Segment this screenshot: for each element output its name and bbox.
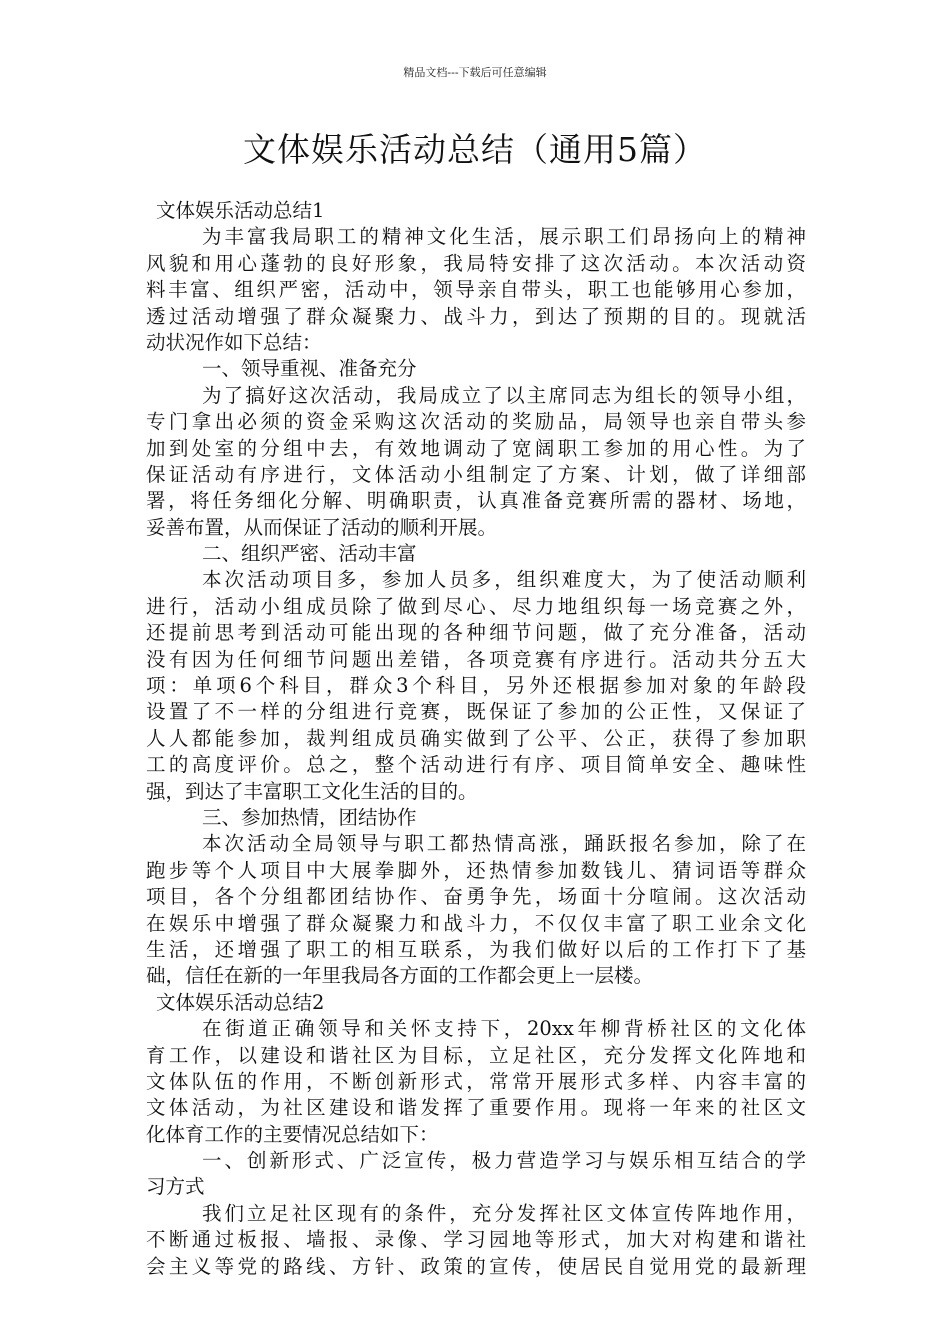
body-line: 文体娱乐活动总结1: [156, 199, 325, 222]
body-line: 一、领导重视、准备充分: [202, 357, 417, 381]
body-line: 二、组织严密、活动丰富: [202, 542, 417, 566]
body-line: 文体活动，为社区建设和谐发挥了重要作用。现将一年来的社区文: [146, 1096, 806, 1120]
body-line: 不断通过板报、墙报、录像、学习园地等形式，加大对构建和谐社: [146, 1228, 806, 1252]
body-line: 跑步等个人项目中大展拳脚外，还热情参加数钱儿、猜词语等群众: [146, 858, 806, 882]
body-line: 还提前思考到活动可能出现的各种细节问题，做了充分准备，活动: [146, 621, 806, 645]
document-body: [146, 198, 806, 1280]
body-line: 为了搞好这次活动，我局成立了以主席同志为组长的领导小组，: [202, 383, 806, 407]
body-line: 在娱乐中增强了群众凝聚力和战斗力，不仅仅丰富了职工业余文化: [146, 911, 806, 935]
body-line: 为丰富我局职工的精神文化生活，展示职工们昂扬向上的精神: [202, 225, 806, 249]
body-line: 没有因为任何细节问题出差错，各项竞赛有序进行。活动共分五大: [146, 647, 806, 671]
body-line: 人人都能参加，裁判组成员确实做到了公平、公正，获得了参加职: [146, 726, 806, 750]
body-line: 本次活动项目多，参加人员多，组织难度大，为了使活动顺利: [202, 568, 806, 592]
header-note: 精品文档---下载后可任意编辑: [403, 66, 547, 79]
body-line: 一、创新形式、广泛宣传，极力营造学习与娱乐相互结合的学: [202, 1149, 806, 1173]
body-line: 设置了不一样的分组进行竞赛，既保证了参加的公正性，又保证了: [146, 700, 806, 724]
body-line: 动状况作如下总结：: [146, 330, 322, 354]
body-line: 会主义等党的路线、方针、政策的宣传，使居民自觉用党的最新理: [146, 1254, 806, 1278]
body-line: 化体育工作的主要情况总结如下：: [146, 1122, 439, 1146]
body-line: 署，将任务细化分解、明确职责，认真准备竞赛所需的器材、场地，: [146, 489, 806, 513]
body-line: 生活，还增强了职工的相互联系，为我们做好以后的工作打下了基: [146, 937, 806, 961]
body-line: 保证活动有序进行，文体活动小组制定了方案、计划，做了详细部: [146, 462, 806, 486]
body-line: 文体娱乐活动总结2: [156, 990, 325, 1014]
body-line: 加到处室的分组中去，有效地调动了宽阔职工参加的用心性。为了: [146, 436, 806, 460]
body-line: 文体队伍的作用，不断创新形式，常常开展形式多样、内容丰富的: [146, 1069, 806, 1093]
body-line: 专门拿出必须的资金采购这次活动的奖励品，局领导也亲自带头参: [146, 410, 806, 434]
body-line: 工的高度评价。总之，整个活动进行有序、项目简单安全、趣味性: [146, 753, 806, 777]
body-line: 项：单项6个科目，群众3个科目，另外还根据参加对象的年龄段: [146, 674, 806, 698]
body-line: 透过活动增强了群众凝聚力、战斗力，到达了预期的目的。现就活: [146, 304, 806, 328]
document-title: 文体娱乐活动总结（通用5篇）: [243, 130, 707, 169]
body-line: 风貌和用心蓬勃的良好形象，我局特安排了这次活动。本次活动资: [146, 251, 806, 275]
body-line: 强，到达了丰富职工文化生活的目的。: [146, 779, 478, 803]
body-line: 育工作，以建设和谐社区为目标，立足社区，充分发挥文化阵地和: [146, 1043, 806, 1067]
body-line: 习方式: [146, 1175, 205, 1199]
body-line: 我们立足社区现有的条件，充分发挥社区文体宣传阵地作用，: [202, 1201, 806, 1225]
body-line: 本次活动全局领导与职工都热情高涨，踊跃报名参加，除了在: [202, 832, 806, 856]
body-line: 料丰富、组织严密，活动中，领导亲自带头，职工也能够用心参加，: [146, 278, 806, 302]
body-line: 妥善布置，从而保证了活动的顺利开展。: [146, 515, 498, 539]
body-line: 在街道正确领导和关怀支持下，20xx年柳背桥社区的文化体: [202, 1017, 806, 1041]
body-line: 三、参加热情，团结协作: [202, 805, 417, 829]
body-line: 础，信任在新的一年里我局各方面的工作都会更上一层楼。: [146, 964, 654, 988]
body-line: 项目，各个分组都团结协作、奋勇争先，场面十分喧闹。这次活动: [146, 885, 806, 909]
body-line: 进行，活动小组成员除了做到尽心、尽力地组织每一场竞赛之外，: [146, 594, 806, 618]
